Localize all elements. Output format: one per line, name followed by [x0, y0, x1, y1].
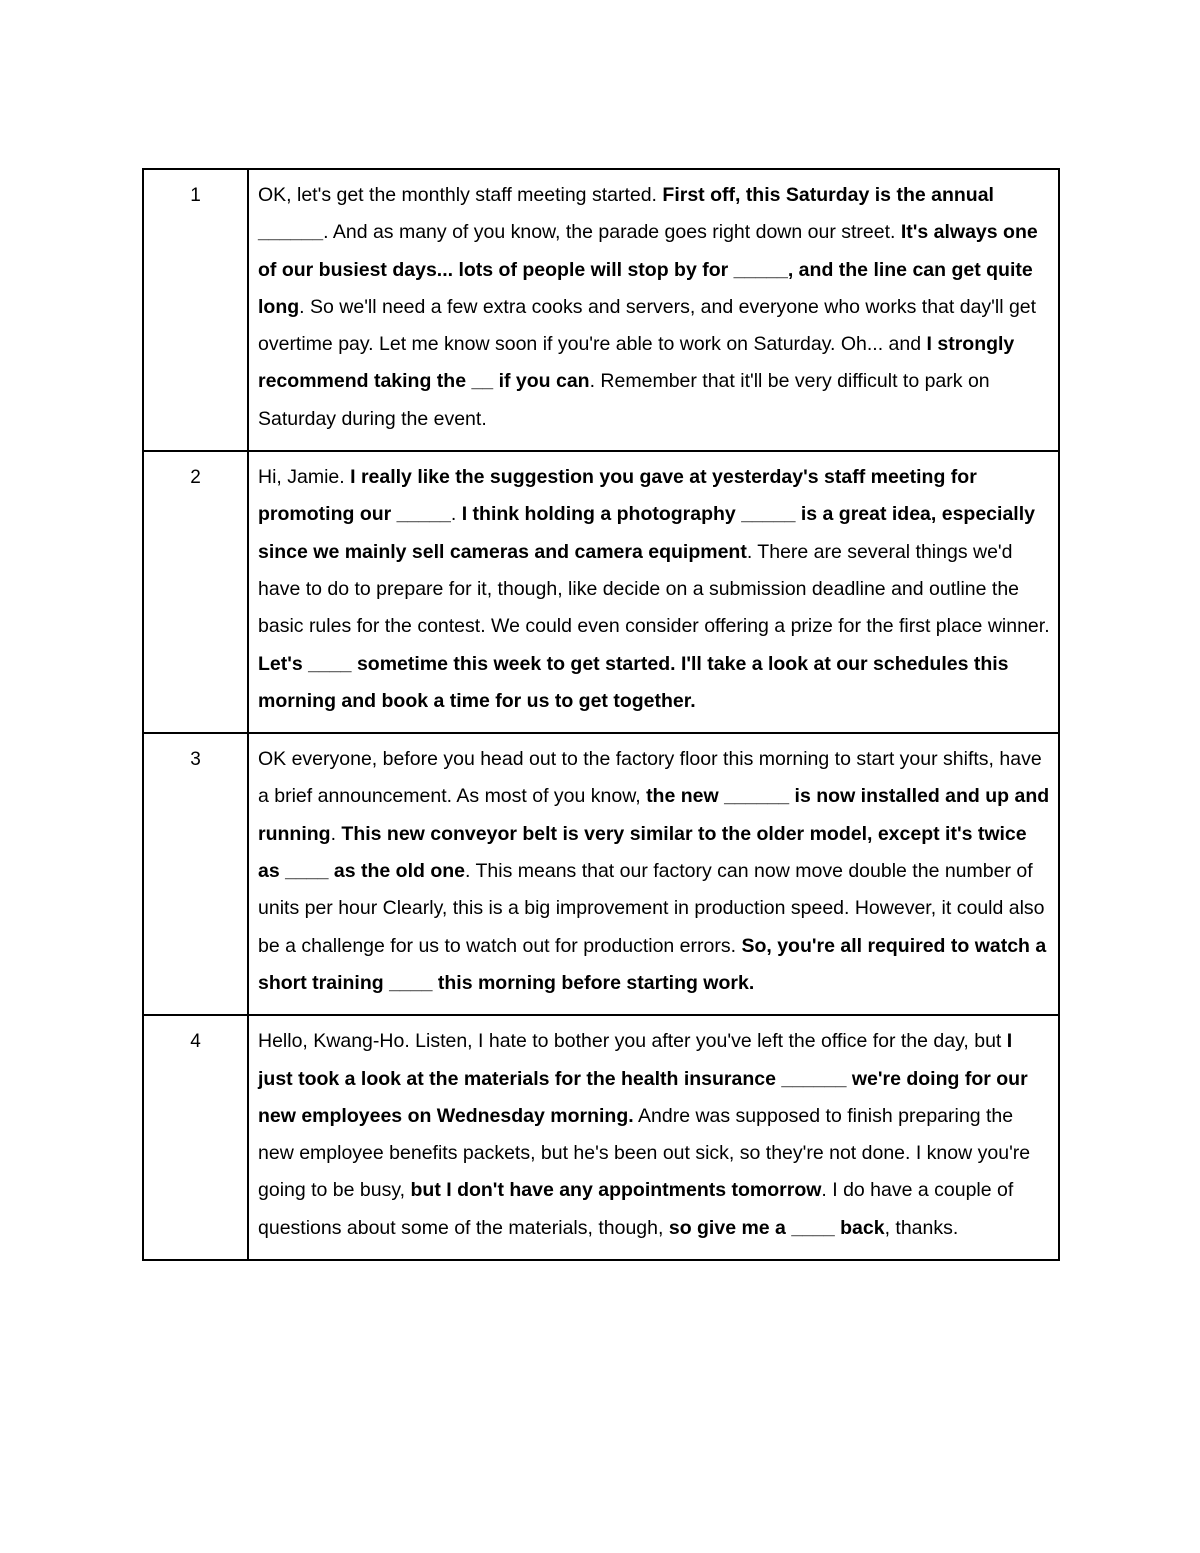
row-number-cell: 1 — [143, 169, 248, 451]
text-segment: . — [450, 503, 462, 526]
bold-text-segment: So, you're all required to watch a short training ____ this morning before starting work. — [258, 934, 1047, 994]
table-row — [143, 169, 1059, 451]
row-text-cell — [248, 451, 1059, 733]
row-text-cell — [248, 1015, 1059, 1260]
text-segment: . Remember that it'll be very difficult to park on Saturday during the event. — [258, 370, 990, 430]
text-segment: Hi, Jamie. — [258, 466, 351, 489]
table-row — [143, 733, 1059, 1015]
bold-text-segment: I think holding a photography _____ is a great idea, especially since we mainly sell cameras and camera equipment — [258, 503, 1035, 563]
bold-text-segment: but I don't have any appointments tomorrow — [410, 1179, 822, 1202]
text-segment: . And as many of you know, the parade goes right down our street. — [323, 221, 901, 244]
text-segment: . — [330, 822, 342, 845]
row-text-cell — [248, 733, 1059, 1015]
text-segment: . There are several things we'd have to do to prepare for it, though, like decide on a submission deadline and outline the basic rules for the contest. We could even consider offering a prize for the first place winner. — [258, 540, 1050, 638]
text-segment: . I do have a couple of questions about some of the materials, though, — [258, 1179, 1014, 1239]
transcript-table — [142, 168, 1060, 1261]
bold-text-segment: Let's ____ sometime this week to get started. I'll take a look at our schedules this morning and book a time for us to get together. — [258, 652, 1009, 712]
bold-text-segment: so give me a ____ back — [668, 1216, 885, 1239]
bold-text-segment: I strongly recommend taking the __ if you can — [258, 333, 1015, 393]
bold-text-segment: I really like the suggestion you gave at yesterday's staff meeting for promoting our _____ — [258, 466, 977, 526]
bold-text-segment: It's always one of our busiest days... lots of people will stop by for _____, and the line can get quite long — [258, 221, 1038, 318]
text-segment: , thanks. — [884, 1216, 959, 1239]
text-segment: . So we'll need a few extra cooks and servers, and everyone who works that day'll get overtime pay. Let me know soon if you're able to work on Saturday. Oh... and — [258, 295, 1037, 356]
text-segment: OK everyone, before you head out to the factory floor this morning to start your shifts, have a brief announcement. As most of you know, — [258, 748, 1042, 808]
row-number-cell: 2 — [143, 451, 248, 733]
bold-text-segment: I just took a look at the materials for the health insurance ______ we're doing for our new employees on Wednesday morning. — [258, 1030, 1028, 1127]
text-segment: OK, let's get the monthly staff meeting started. — [258, 184, 663, 206]
bold-text-segment: This new conveyor belt is very similar to the older model, except it's twice as ____ as the old one — [258, 822, 1027, 883]
text-segment: . This means that our factory can now move double the number of units per hour Clearly, this is a big improvement in production speed. However, it could also be a challenge for us to watch out for production errors. — [258, 860, 1045, 957]
text-segment: Hello, Kwang-Ho. Listen, I hate to bother you after you've left the office for the day, but — [258, 1030, 1007, 1053]
row-number-cell: 4 — [143, 1015, 248, 1260]
text-segment: Andre was supposed to finish preparing the new employee benefits packets, but he's been out sick, so they're not done. I know you're going to be busy, — [258, 1104, 1031, 1202]
row-number-cell: 3 — [143, 733, 248, 1015]
bold-text-segment: the new ______ is now installed and up and running — [258, 785, 1050, 845]
table-row — [143, 451, 1059, 733]
bold-text-segment: First off, this Saturday is the annual ______ — [258, 184, 994, 244]
table-row — [143, 1015, 1059, 1260]
row-text-cell — [248, 169, 1059, 451]
